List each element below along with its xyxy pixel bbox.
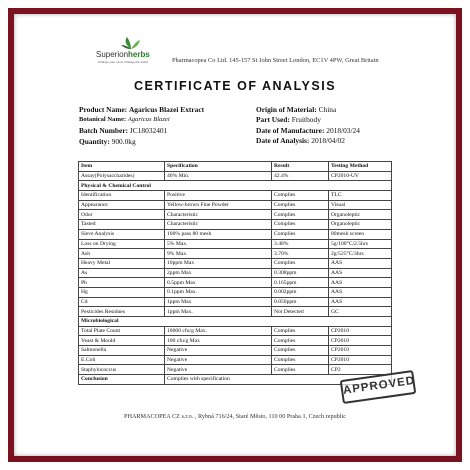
table-row bbox=[79, 268, 392, 278]
table-cell: 3.70% bbox=[272, 249, 329, 259]
table-cell: Tasted bbox=[79, 220, 165, 230]
table-row bbox=[79, 249, 392, 259]
table-cell: E.Coli bbox=[79, 355, 165, 365]
table-cell: Heavy Metal bbox=[79, 258, 165, 268]
table-cell: GC bbox=[329, 307, 392, 317]
table-row bbox=[79, 220, 392, 230]
table-cell: 0.165ppm bbox=[272, 278, 329, 288]
table-cell: 42.4% bbox=[272, 171, 329, 181]
table-cell: Pb bbox=[79, 278, 165, 288]
table-cell: 1ppm Max bbox=[165, 297, 272, 307]
table-cell: AAS bbox=[329, 268, 392, 278]
quantity: Quantity: 900.0kg bbox=[79, 137, 136, 146]
table-cell: Negative bbox=[165, 346, 272, 356]
table-cell: Positive bbox=[165, 191, 272, 201]
table-cell: 1ppm Max. bbox=[165, 307, 272, 317]
table-cell: CP2010 bbox=[329, 346, 392, 356]
table-row bbox=[79, 336, 392, 346]
table-cell: Complies bbox=[272, 210, 329, 220]
table-row bbox=[79, 346, 392, 356]
date-of-manufacture: Date of Manufacture: 2018/03/24 bbox=[256, 126, 360, 135]
table-cell: AAS bbox=[329, 278, 392, 288]
table-row bbox=[79, 171, 392, 181]
column-header: Item bbox=[79, 162, 165, 172]
date-of-analysis: Date of Analysis: 2018/04/02 bbox=[256, 136, 345, 145]
table-cell: Characteristic bbox=[165, 210, 272, 220]
section-heading: Physical & Chemical Control bbox=[79, 181, 392, 191]
table-cell: 10000 cfu/g Max. bbox=[165, 326, 272, 336]
table-cell: AAS bbox=[329, 297, 392, 307]
table-cell: Complies bbox=[272, 365, 329, 375]
company-logo bbox=[90, 36, 170, 68]
table-cell: Complies bbox=[272, 346, 329, 356]
table-cell: Organoleptic bbox=[329, 210, 392, 220]
origin-of-material: Origin of Material: China bbox=[256, 105, 337, 114]
batch-number: Batch Number: JC18032401 bbox=[79, 126, 168, 135]
table-cell: CP2010 bbox=[329, 355, 392, 365]
table-cell: 100 cfu/g Max bbox=[165, 336, 272, 346]
table-header-row bbox=[79, 162, 392, 172]
table-row bbox=[79, 239, 392, 249]
table-cell: 0.1ppm Max. bbox=[165, 287, 272, 297]
table-cell: Ash bbox=[79, 249, 165, 259]
product-name: Product Name: Agaricus Blazei Extract bbox=[79, 105, 205, 114]
table-cell: AAS bbox=[329, 287, 392, 297]
table-cell: CP2 bbox=[329, 365, 392, 375]
brand-name: Superionherbs bbox=[96, 50, 150, 59]
brand-tagline: Change your mind. Change the world bbox=[98, 60, 148, 64]
table-cell: Staphylococcus bbox=[79, 365, 165, 375]
table-cell: Complies bbox=[272, 200, 329, 210]
company-address: Pharmacopea Co Ltd. 145-157 St John Street London, EC1V 4PW, Great Britain bbox=[172, 57, 379, 64]
part-used: Part Used: Fruitbody bbox=[256, 115, 321, 124]
table-row bbox=[79, 355, 392, 365]
approved-stamp: APPROVED bbox=[340, 370, 417, 404]
table-cell: Yeast & Mould bbox=[79, 336, 165, 346]
table-cell: CP2010 bbox=[329, 336, 392, 346]
table-row bbox=[79, 258, 392, 268]
table-cell: 0.050ppm bbox=[272, 297, 329, 307]
table-row bbox=[79, 307, 392, 317]
table-cell: Salmonella bbox=[79, 346, 165, 356]
column-header: Specification bbox=[165, 162, 272, 172]
table-cell: Sieve Analysis bbox=[79, 229, 165, 239]
table-cell: 3.48% bbox=[272, 239, 329, 249]
table-cell: Complies bbox=[272, 229, 329, 239]
table-row bbox=[79, 326, 392, 336]
document-title: CERTIFICATE OF ANALYSIS bbox=[133, 79, 337, 93]
table-row bbox=[79, 229, 392, 239]
table-cell: 0.308ppm bbox=[272, 268, 329, 278]
table-cell: Complies with specification bbox=[165, 375, 392, 385]
table-cell: TLC bbox=[329, 191, 392, 201]
table-row bbox=[79, 191, 392, 201]
table-cell: 0.002ppm bbox=[272, 287, 329, 297]
table-cell: Negative bbox=[165, 365, 272, 375]
table-cell: Cd bbox=[79, 297, 165, 307]
table-cell: As bbox=[79, 268, 165, 278]
column-header: Testing Method bbox=[329, 162, 392, 172]
table-cell: 5% Max. bbox=[165, 239, 272, 249]
table-cell: AAS bbox=[329, 258, 392, 268]
table-cell: Complies bbox=[272, 355, 329, 365]
table-cell: Organoleptic bbox=[329, 220, 392, 230]
table-cell: 80mesh screen bbox=[329, 229, 392, 239]
table-cell: CP2010 bbox=[329, 326, 392, 336]
table-row bbox=[79, 210, 392, 220]
table-cell: 9% Max. bbox=[165, 249, 272, 259]
table-cell: Complies bbox=[272, 326, 329, 336]
table-cell: 0.5ppm Max bbox=[165, 278, 272, 288]
table-cell: Characteristic bbox=[165, 220, 272, 230]
table-cell: Complies bbox=[272, 220, 329, 230]
table-cell: Loss on Drying bbox=[79, 239, 165, 249]
table-cell: Not Detected bbox=[272, 307, 329, 317]
table-cell: 2g/525°C/3hrs bbox=[329, 249, 392, 259]
table-cell: Negative bbox=[165, 355, 272, 365]
table-row bbox=[79, 200, 392, 210]
section-heading: Microbiological bbox=[79, 317, 392, 327]
table-cell: 10ppm Max bbox=[165, 258, 272, 268]
table-cell: Complies bbox=[272, 336, 329, 346]
table-row bbox=[79, 297, 392, 307]
table-cell: Appearance bbox=[79, 200, 165, 210]
table-cell: Conclusion bbox=[79, 375, 165, 385]
table-cell: Complies bbox=[272, 258, 329, 268]
table-row bbox=[79, 181, 392, 191]
table-cell: 5g/100°C/2.5hrs bbox=[329, 239, 392, 249]
table-row bbox=[79, 287, 392, 297]
table-cell: 100% pass 80 mesh bbox=[165, 229, 272, 239]
botanical-name: Botanical Name: Agaricus Blazei bbox=[79, 116, 170, 123]
analysis-table bbox=[78, 161, 392, 385]
table-cell: Pesticides Residues bbox=[79, 307, 165, 317]
table-row bbox=[79, 278, 392, 288]
table-cell: Visual bbox=[329, 200, 392, 210]
table-cell: 2ppm Max bbox=[165, 268, 272, 278]
table-cell: Yellow-brown Fine Powder bbox=[165, 200, 272, 210]
table-cell: Hg bbox=[79, 287, 165, 297]
table-cell: Complies bbox=[272, 191, 329, 201]
table-cell: 40% Min. bbox=[165, 171, 272, 181]
company-footer-address: PHARMACOPEA CZ s.r.o. , Rybná 716/24, Staré Město, 110 00 Praha 1, Czech republic bbox=[124, 413, 346, 420]
column-header: Result bbox=[272, 162, 329, 172]
table-cell: Identification bbox=[79, 191, 165, 201]
table-cell: Total Plate Count bbox=[79, 326, 165, 336]
table-row bbox=[79, 365, 392, 375]
table-cell: CP2010-UV bbox=[329, 171, 392, 181]
table-cell: Assay(Polysaccharides) bbox=[79, 171, 165, 181]
table-cell: Odor bbox=[79, 210, 165, 220]
leaf-icon bbox=[120, 36, 142, 50]
table-row bbox=[79, 317, 392, 327]
